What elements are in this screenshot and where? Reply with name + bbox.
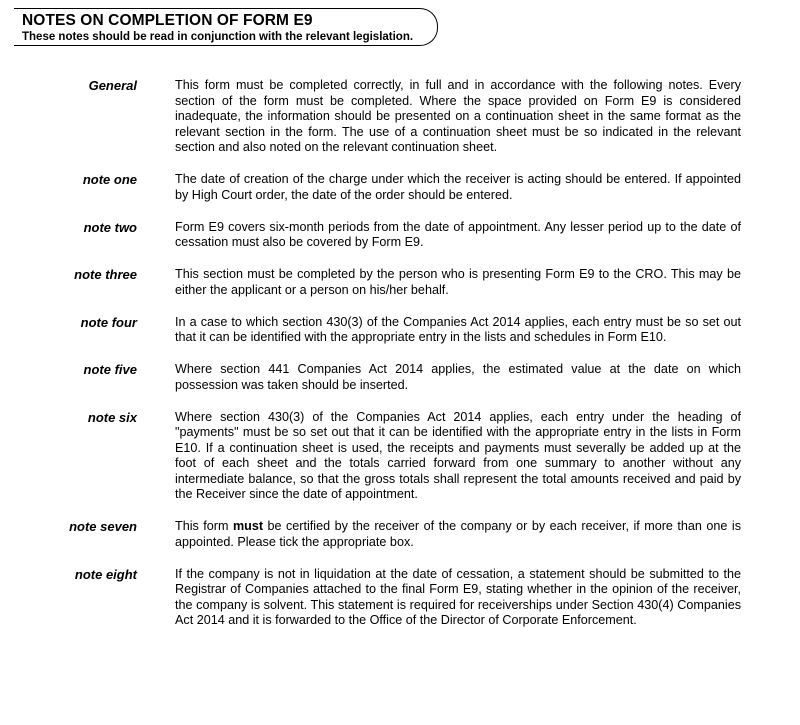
note-label: note eight (74, 566, 137, 582)
note-text-after: be certified by the receiver of the company or by each receiver, if more than one is appointed. Please tick the appropriate box. (175, 519, 741, 549)
note-seven (0, 519, 800, 550)
note-six (0, 410, 800, 503)
note-label: General (88, 78, 137, 93)
note-text: In a case to which section 430(3) of the Companies Act 2014 applies, each entry must be so set out that it can be identified with the appropriate entry in the lists and schedules in Form E10. (175, 314, 741, 344)
note-text: If the company is not in liquidation at the date of cessation, a statement should be submitted to the Registrar of Companies attached to the final Form E9, stating whether in the opinion of the receiver, the company is solvent. This statement is required for receiverships under Section 430(4) Companies Act 2014 and it is forwarded to the Office of the Director of Corporate Enforcement. (175, 566, 741, 627)
note-one (0, 172, 800, 203)
note-text: Form E9 covers six-month periods from the date of appointment. Any lesser period up to the date of cessation must also be covered by Form E9. (175, 219, 741, 249)
notes-list (0, 78, 800, 645)
note-text-emphasis: must (232, 519, 264, 533)
note-label: note five (83, 362, 137, 377)
note-label: note two (83, 219, 137, 235)
note-text: This section must be completed by the person who is presenting Form E9 to the CRO. This may be either the applicant or a person on his/her behalf. (175, 267, 741, 297)
note-text: Where section 430(3) of the Companies Act 2014 applies, each entry under the heading of "payments" must be so set out that it can be identified with the appropriate entry in the lists in Form E10. If a continuation sheet is used, the receipts and payments must severally be added up at the foot of each sheet and the totals carried forward from one summary to another without any intermediate balance, so that the gross totals shall represent the total amounts received and paid by the Receiver since the date of appointment. (175, 409, 741, 501)
note-text-before: This form (175, 519, 233, 533)
page-subtitle: These notes should be read in conjunction with the relevant legislation. (22, 31, 414, 43)
note-three (0, 267, 800, 298)
page-title: NOTES ON COMPLETION OF FORM E9 (22, 12, 313, 29)
note-label: note one (82, 172, 137, 187)
note-text (175, 519, 741, 550)
note-four (0, 315, 800, 346)
note-text: This form must be completed correctly, in full and in accordance with the following notes. Every section of the form must be completed. Where the space provided on Form E9 is considered inadequate, the information should be presented on a continuation sheet in the same format as the relevant section in the form. The use of a continuation sheet must be so indicated in the relevant section and also noted on the relevant continuation sheet. (175, 78, 741, 154)
note-label: note four (80, 314, 137, 330)
note-text: Where section 441 Companies Act 2014 applies, the estimated value at the date on which possession was taken should be inserted. (175, 362, 741, 392)
note-label: note six (87, 409, 137, 425)
note-five (0, 362, 800, 393)
note-text: The date of creation of the charge under which the receiver is acting should be entered. If appointed by High Court order, the date of the order should be entered. (175, 172, 741, 202)
note-general (0, 78, 800, 156)
note-eight (0, 567, 800, 629)
note-two (0, 220, 800, 251)
note-label: note three (74, 267, 137, 282)
note-label: note seven (69, 519, 137, 534)
